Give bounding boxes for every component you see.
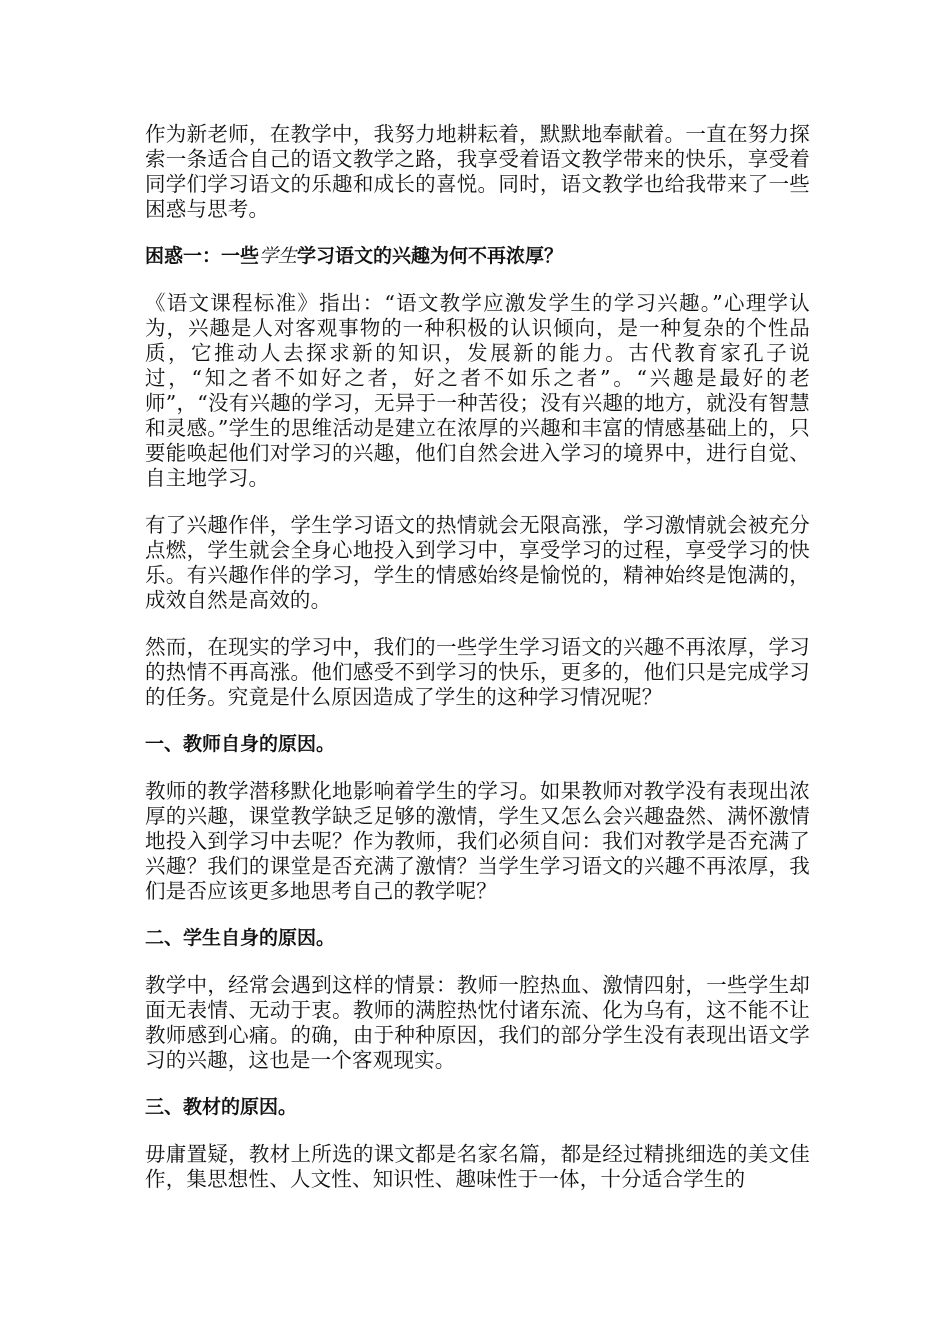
paragraph-curriculum-standard: 《语文课程标准》指出：“语文教学应激发学生的学习兴趣。”心理学认为，兴趣是人对客观事物的一种积极的认识倾向，是一种复杂的个性品质，它推动人去探求新的知识，发展新的能力。古代教育家孔子说过，“知之者不如好之者，好之者不如乐之者”。“兴趣是最好的老师”，“没有兴趣的学习，无异于一种苦役；没有兴趣的地方，就没有智慧和灵感。”学生的思维活动是建立在浓厚的兴趣和丰富的情感基础上的，只要能唤起他们对学习的兴趣，他们自然会进入学习的境界中，进行自觉、自主地学习。 [145, 291, 810, 490]
heading-part-before: 困惑一：一些 [145, 245, 260, 267]
heading-part-after: 学习语文的兴趣为何不再浓厚？ [297, 245, 564, 267]
document-page [145, 122, 810, 1214]
paragraph-reality: 然而，在现实的学习中，我们的一些学生学习语文的兴趣不再浓厚，学习的热情不再高涨。他们感受不到学习的快乐，更多的，他们只是完成学习的任务。究竟是什么原因造成了学生的这种学习情况呢？ [145, 635, 810, 709]
heading-confusion-one [145, 244, 810, 269]
paragraph-student-reason: 教学中，经常会遇到这样的情景：教师一腔热血、激情四射，一些学生却面无表情、无动于衷。教师的满腔热忱付诸东流、化为乌有，这不能不让教师感到心痛。的确，由于种种原因，我们的部分学生没有表现出语文学习的兴趣，这也是一个客观现实。 [145, 973, 810, 1072]
section-heading-textbook: 三、教材的原因。 [145, 1096, 298, 1118]
section-heading-teacher: 一、教师自身的原因。 [145, 733, 336, 755]
paragraph-interest-companion: 有了兴趣作伴，学生学习语文的热情就会无限高涨，学习激情就会被充分点燃，学生就会全身心地投入到学习中，享受学习的过程，享受学习的快乐。有兴趣作伴的学习，学生的情感始终是愉悦的，精神始终是饱满的，成效自然是高效的。 [145, 513, 810, 612]
paragraph-teacher-reason: 教师的教学潜移默化地影响着学生的学习。如果教师对教学没有表现出浓厚的兴趣，课堂教学缺乏足够的激情，学生又怎么会兴趣盎然、满怀激情地投入到学习中去呢？作为教师，我们必须自问：我们对教学是否充满了兴趣？我们的课堂是否充满了激情？当学生学习语文的兴趣不再浓厚，我们是否应该更多地思考自己的教学呢？ [145, 779, 810, 903]
intro-paragraph: 作为新老师，在教学中，我努力地耕耘着，默默地奉献着。一直在努力探索一条适合自己的语文教学之路，我享受着语文教学带来的快乐，享受着同学们学习语文的乐趣和成长的喜悦。同时，语文教学也给我带来了一些困惑与思考。 [145, 122, 810, 221]
heading-part-emphasis: 学生 [259, 245, 298, 267]
section-heading-student: 二、学生自身的原因。 [145, 927, 336, 949]
paragraph-textbook-reason: 毋庸置疑，教材上所选的课文都是名家名篇，都是经过精挑细选的美文佳作，集思想性、人文性、知识性、趣味性于一体，十分适合学生的 [145, 1142, 810, 1191]
